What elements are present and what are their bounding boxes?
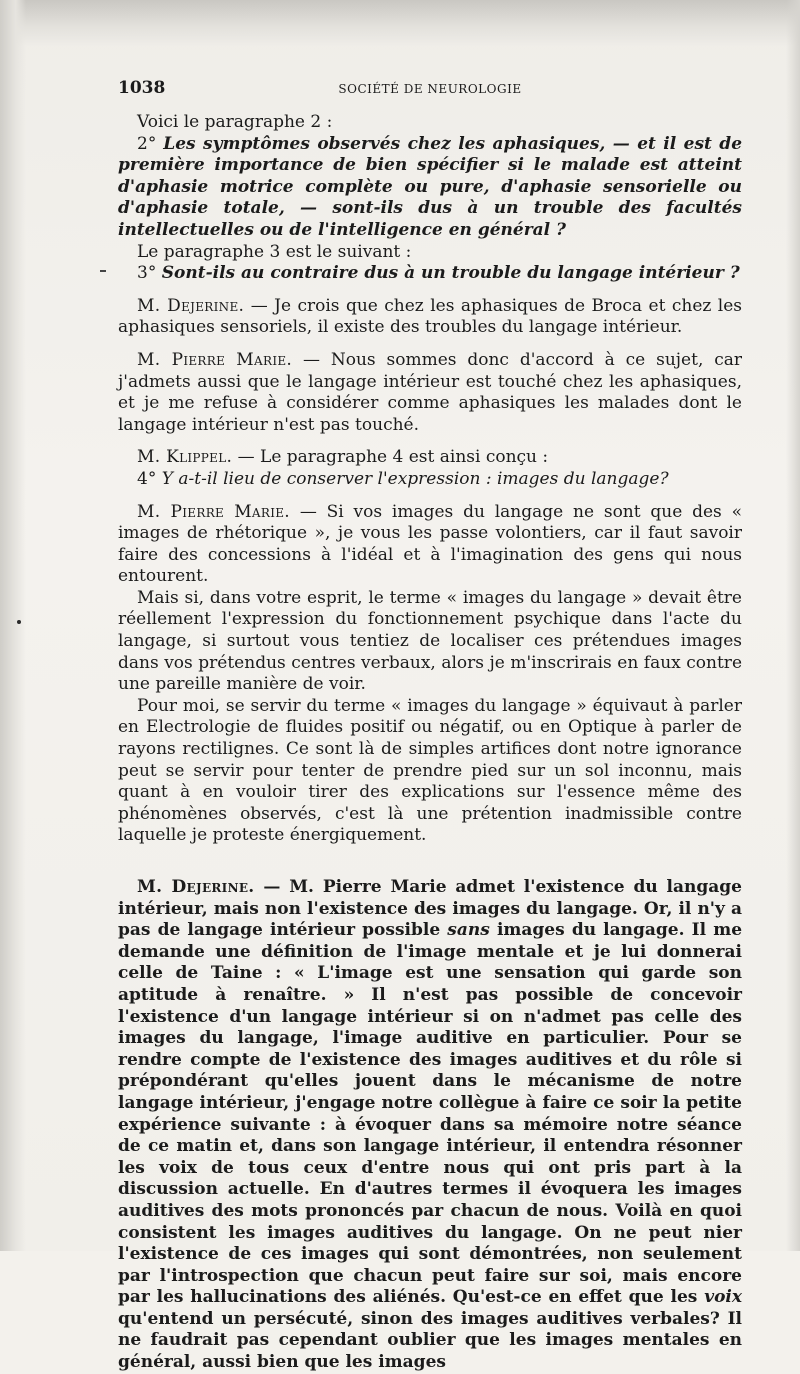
speaker-name: M. Dejerine.: [137, 877, 255, 897]
speaker-name: M. Klippel.: [137, 447, 233, 468]
page-header: [118, 78, 742, 112]
scan-shadow-left: [0, 0, 26, 1251]
remark-pierre-marie-2-cont2: Pour moi, se servir du terme « images du langage » équivaut à parler en Electrologie de fluides positif ou négatif, ou en Optique à parler de rayons rectilignes. Ce sont là de simples artifices dont notre ignorance peut se servir pour tenter de prendre pied sur un sol inconnu, mais quant à en vouloir tirer des explications sur l'essence même des phénomènes observés, c'est là une prétention inadmissible contre laquelle je proteste énergiquement.: [118, 695, 742, 846]
paragraph-question-2: 2° Les symptômes observés chez les aphasiques, — et il est de première importance de bien spécifier si le malade est atteint d'aphasie motrice complète ou pure, d'aphasie sensorielle ou d'aphasie totale, — sont-ils dus à un trouble des facultés intellectuelles ou de l'intelligence en général ?: [118, 133, 743, 240]
paragraph-3-intro: Le paragraphe 3 est le suivant :: [137, 241, 412, 262]
remark-pierre-marie-2: M. Pierre Marie. — Si vos images du langage ne sont que des « images de rhétorique », je vous les passe volontiers, car il faut savoir faire des concessions à l'idéal et à l'imagination des gens qui nous entourent.: [118, 501, 742, 587]
page-content: [118, 78, 742, 1374]
remark-dejerine-1: M. Dejerine. — Je crois que chez les aphasiques de Broca et chez les aphasiques sensoriels, il existe des troubles du langage intérieur.: [118, 295, 742, 338]
remark-dejerine-2: M. Dejerine. — M. Pierre Marie admet l'existence du langage intérieur, mais non l'existence des images du langage. Or, il n'y a pas de langage intérieur possible sans images du langage. Il me demande une définition de l'image mentale et je lui donnerai celle de Taine : « L'image est une sensation qui garde son aptitude à renaître. » Il n'est pas possible de concevoir l'existence d'un langage intérieur si on n'admet pas celle des images du langage, l'image auditive en particulier. Pour se rendre compte de l'existence des images auditives et du rôle si prépondérant qu'elles jouent dans le mécanisme de notre langage intérieur, j'engage notre collègue à faire ce soir la petite expérience suivante : à évoquer dans sa mémoire notre séance de ce matin et, dans son langage intérieur, il entendra résonner les voix de tous ceux d'entre nous qui ont pris part à la discussion actuelle. En d'autres termes il évoquera les images auditives des mots prononcés par chacun de nous. Voilà en quoi consistent les images auditives du langage. On ne peut nier l'existence de ces images qui sont démontrées, non seulement par l'introspection que chacun peut faire sur soi, mais encore par les hallucinations des aliénés. Qu'est-ce en effet que les voix qu'entend un persécuté, sinon des images auditives verbales? Il ne faudrait pas cependant oublier que les images mentales en général, aussi bien que les images: [118, 877, 743, 1373]
running-head: SOCIÉTÉ DE NEUROLOGIE: [338, 82, 522, 96]
scan-shadow-right: [786, 0, 800, 1251]
paragraph-question-3: 3° Sont-ils au contraire dus à un trouble du langage intérieur ?: [137, 263, 740, 284]
remark-pierre-marie-1: M. Pierre Marie. — Nous sommes donc d'accord à ce sujet, car j'admets aussi que le langage intérieur est touché chez les aphasiques, et je me refuse à considérer comme aphasiques les malades dont le langage intérieur n'est pas touché.: [118, 349, 742, 435]
scan-shadow-top: [0, 0, 800, 46]
paragraph-intro: Voici le paragraphe 2 :: [137, 112, 333, 132]
margin-mark: [100, 270, 106, 272]
speaker-name: M. Pierre Marie.: [137, 349, 293, 370]
speaker-name: M. Pierre Marie.: [137, 501, 291, 522]
paragraph-question-4: 4° Y a-t-il lieu de conserver l'expression : images du langage?: [137, 468, 669, 489]
page-number: 1038: [118, 78, 166, 98]
margin-dot: [17, 620, 21, 624]
remark-pierre-marie-2-cont1: Mais si, dans votre esprit, le terme « images du langage » devait être réellement l'expression du fonctionnement psychique dans l'acte du langage, si surtout vous tentiez de localiser ces prétendues images dans vos prétendus centres verbaux, alors je m'inscrirais en faux contre une pareille manière de voir.: [118, 587, 742, 695]
remark-klippel: M. Klippel. — Le paragraphe 4 est ainsi conçu :: [137, 447, 549, 468]
speaker-name: M. Dejerine.: [137, 295, 245, 316]
